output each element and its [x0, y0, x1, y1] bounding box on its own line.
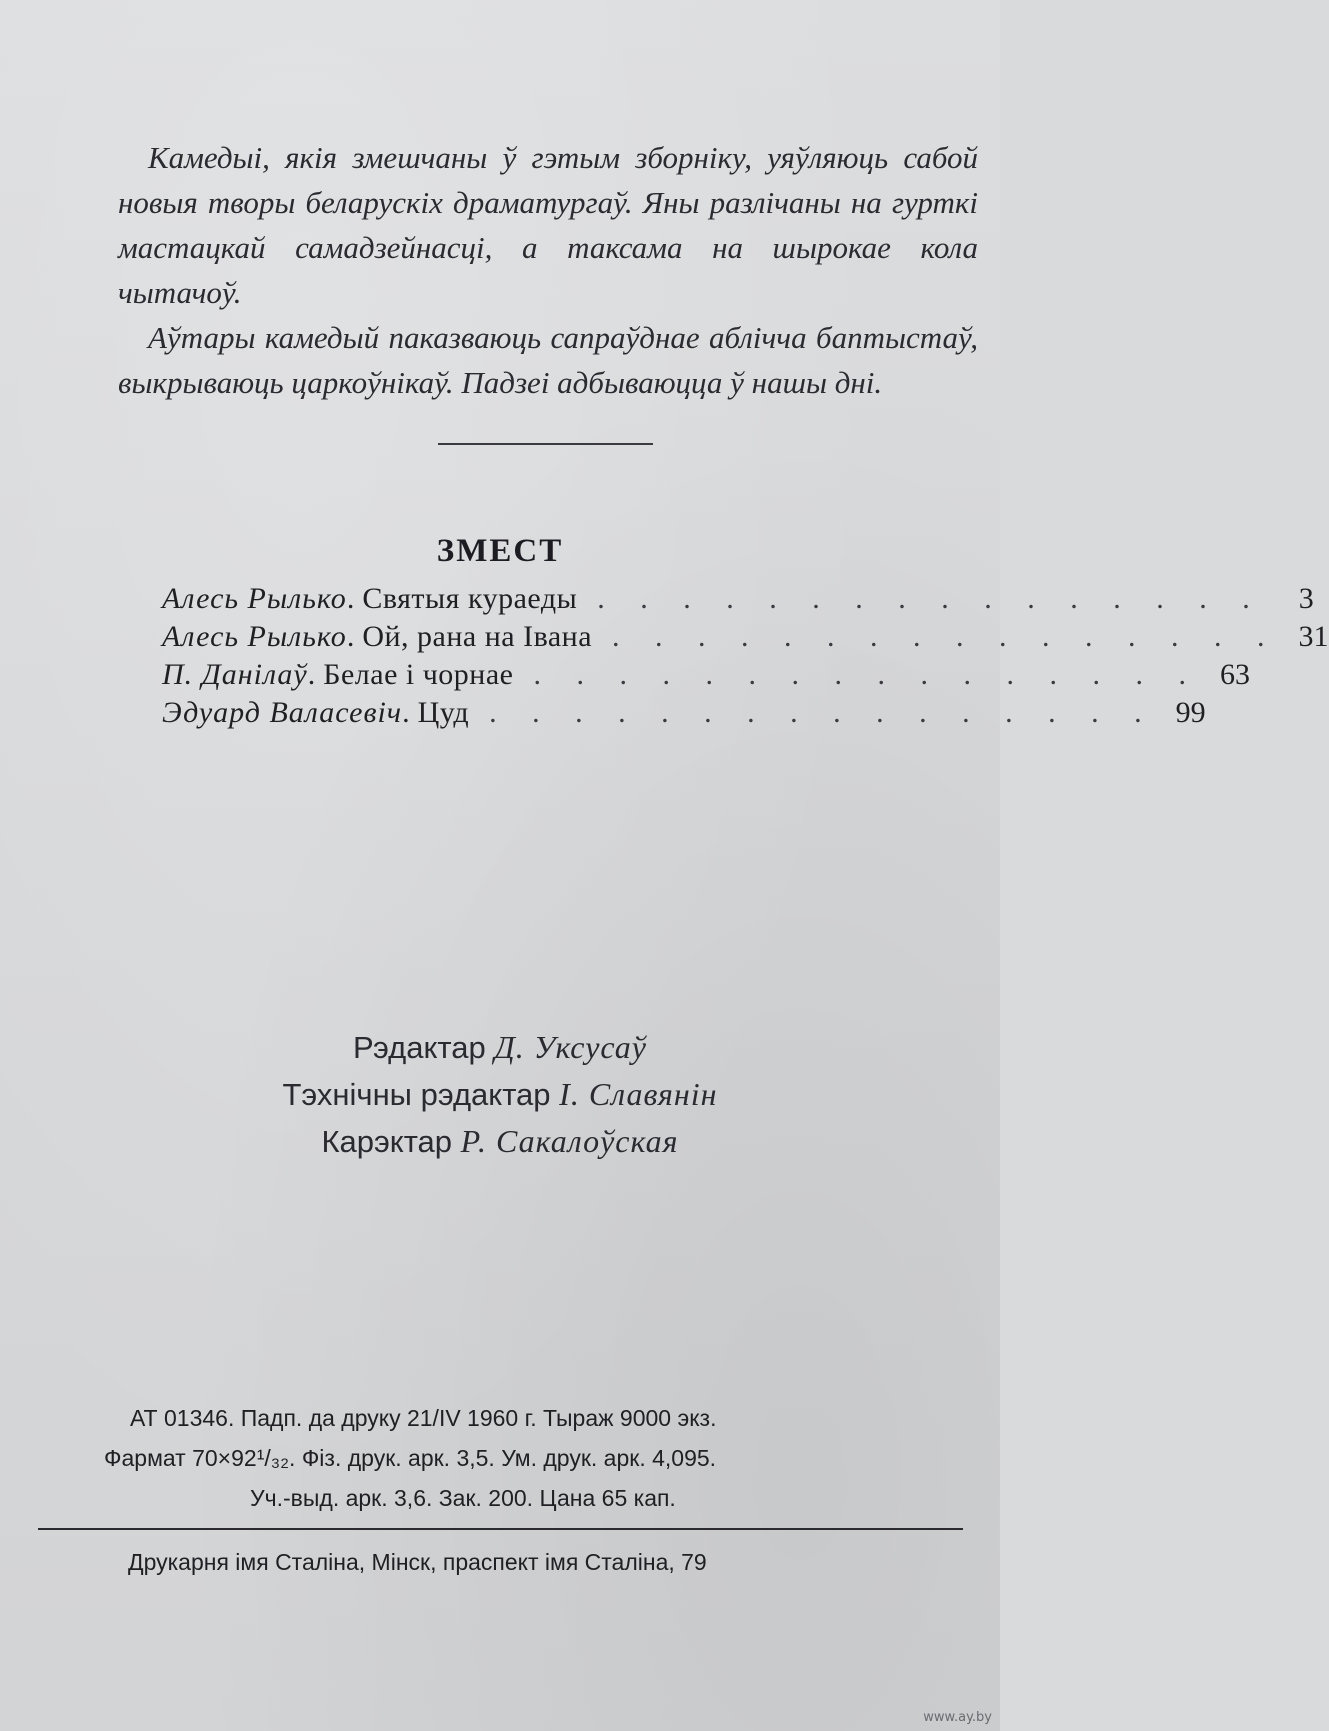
- section-divider: [438, 443, 653, 445]
- contents-entry-page: 3: [1298, 582, 1314, 615]
- credit-line: [0, 1118, 1000, 1165]
- editorial-credits: [0, 1024, 1000, 1165]
- dot-leader: . . . . . . . . . . . . . . . .: [612, 620, 1279, 653]
- imprint-line-2: Фармат 70×92¹/₃₂. Фіз. друк. арк. 3,5. Ум. друк. арк. 4,095.: [104, 1445, 717, 1471]
- imprint-line-3: Уч.-выд. арк. 3,6. Зак. 200. Цана 65 кап.: [250, 1485, 676, 1511]
- contents-entry: [162, 618, 1329, 656]
- contents-entry-separator: .: [307, 658, 316, 691]
- contents-entry-separator: .: [402, 696, 410, 729]
- contents-entry-title: Святыя кураеды: [362, 582, 578, 615]
- annotation-paragraph-2: Аўтары камедый паказваюць сапраўднае аблічча баптыстаў, выкрываюць царкоўнікаў. Падзеі адбываюцца ў нашы дні.: [118, 320, 978, 400]
- table-of-contents: [162, 580, 1329, 732]
- imprint-line-1: АТ 01346. Падп. да друку 21/IV 1960 г. Тыраж 9000 экз.: [130, 1405, 717, 1431]
- dot-leader: . . . . . . . . . . . . . . . .: [597, 582, 1264, 615]
- publication-imprint: [100, 1398, 960, 1518]
- printer-address: Друкарня імя Сталіна, Мінск, праспект імя Сталіна, 79: [128, 1549, 707, 1575]
- credit-line: [0, 1071, 1000, 1118]
- contents-entry-page: 31: [1298, 620, 1329, 653]
- contents-entry-page: 99: [1175, 696, 1206, 729]
- contents-entry-title: Ой, рана на Івана: [362, 620, 593, 653]
- credit-role: Карэктар: [321, 1124, 453, 1159]
- site-watermark: www.ay.by: [923, 1710, 992, 1725]
- contents-title: ЗМЕСТ: [436, 533, 564, 569]
- credit-role: Тэхнічны рэдактар: [282, 1077, 551, 1112]
- contents-entry-separator: .: [346, 620, 355, 653]
- dot-leader: . . . . . . . . . . . . . . . .: [533, 658, 1200, 691]
- credit-name: І. Славянін: [559, 1076, 718, 1112]
- contents-entry-separator: .: [346, 582, 355, 615]
- credit-role: Рэдактар: [353, 1030, 486, 1065]
- contents-entry-author: Эдуард Валасевіч: [162, 696, 403, 729]
- contents-entry-author: Алесь Рылько: [162, 620, 347, 653]
- credit-name: Д. Уксусаў: [494, 1029, 647, 1065]
- imprint-divider: [38, 1528, 963, 1530]
- contents-entry: [162, 694, 1206, 732]
- contents-entry-title: Цуд: [417, 696, 470, 729]
- credit-name: Р. Сакалоўская: [460, 1123, 679, 1159]
- contents-entry-title: Белае і чорнае: [323, 658, 514, 691]
- contents-entry: [162, 580, 1314, 618]
- book-annotation: [118, 135, 978, 405]
- contents-entry-author: Алесь Рылько: [162, 582, 347, 615]
- annotation-paragraph-1: Камедыі, якія змешчаны ў гэтым зборніку, уяўляюць сабой новыя творы беларускіх драматургаў. Яны разлічаны на гурткі мастацкай самадзейнасці, а таксама на шырокае кола чытачоў.: [118, 140, 978, 310]
- dot-leader: . . . . . . . . . . . . . . . .: [489, 696, 1156, 729]
- credit-line: [0, 1024, 1000, 1071]
- contents-entry: [162, 656, 1250, 694]
- contents-entry-page: 63: [1220, 658, 1250, 691]
- contents-entry-author: П. Данілаў: [162, 658, 308, 691]
